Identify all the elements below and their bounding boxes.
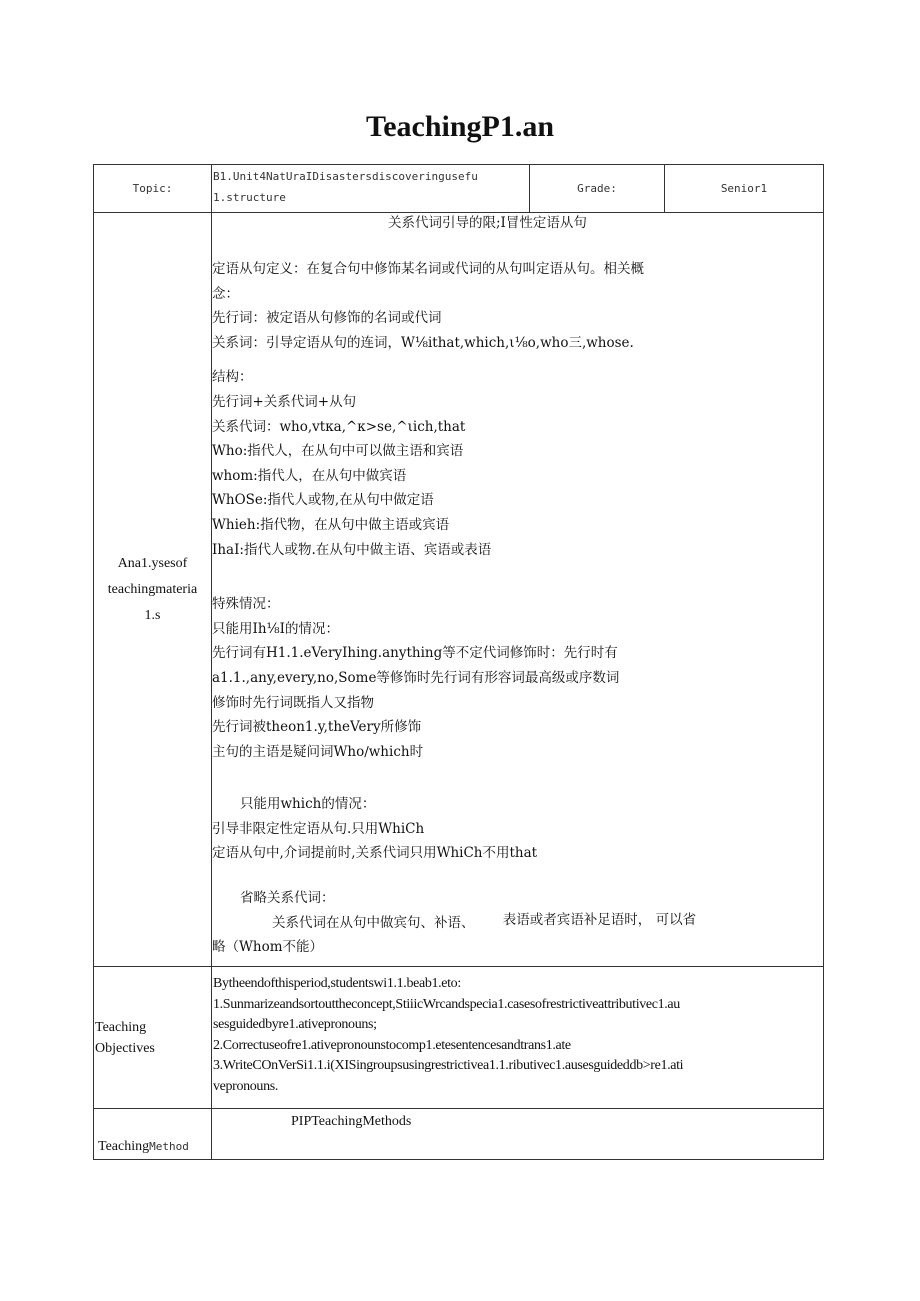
case-line-4: 先行词被theon1.y,theVery所修饰 [212,719,422,736]
objective-line-4: 2.Correctuseofre1.ativepronounstocomp1.etesentencesandtrans1.ate [213,1037,571,1053]
analysis-label-line-1: Ana1.ysesof [117,555,188,571]
teaching-plan-table [93,164,824,1160]
special-label: 特殊情况： [212,596,280,613]
topic-label: Topic: [94,165,212,213]
objectives-row [94,967,824,1109]
objective-line-1: Bytheendofthisperiod,studentswi1.1.beab1.eto: [213,976,461,991]
analysis-label-line-3: 1.s [144,607,161,623]
objectives-label [94,967,212,1109]
that-line: IhaI:指代人或物.在从句中做主语、宾语或表语 [212,541,492,558]
only-that-label: 只能用Ih⅛I的情况： [212,620,339,637]
definition-line-1: 定语从句定义：在复合句中修饰某名词或代词的从句叫定语从句。相关概 [212,261,644,277]
topic-line-1: B1.Unit4NatUraIDisastersdiscoveringusefu [213,170,478,183]
method-label-main: Teaching [98,1139,150,1154]
omit-line-2: 略（Whom不能） [212,939,323,956]
grade-value: Senior1 [665,165,824,213]
analysis-label [94,213,212,967]
structure-label: 结构： [212,369,253,386]
case-line-3: 修饰时先行词既指人又指物 [212,694,374,711]
method-label-small: Method [149,1140,189,1153]
omit-line-1 [212,911,823,936]
omit-line-1-part-b: 表语或者宾语补足语时， 可以省 [502,911,697,928]
antecedent-line: 先行词：被定语从句修饰的名词或代词 [212,310,442,327]
definition-line-2: 念： [212,285,239,302]
objective-line-5: 3.WriteCOnVerSi1.1.i(XISingroupsusingrestrictivea1.1.ributivec1.ausesguideddb>re1.ati [213,1058,684,1073]
analysis-heading: 关系代词引导的限;I冒性定语从句 [388,215,587,231]
analysis-content [212,213,824,967]
case-line-2: a1.1.,any,every,no,Some等修饰时先行词有形容词最高级或序数词 [212,669,620,686]
which-case-1: 引导非限定性定语从句.只用WhiCh [212,820,425,837]
case-line-1: 先行词有H1.1.eVeryIhing.anything等不定代词修饰时：先行时有 [212,645,618,662]
objective-line-2: 1.Sunmarizeandsortouttheconcept,StiiicWrcandspecia1.casesofrestrictiveattributivec1.au [213,996,680,1012]
omit-label: 省略关系代词： [240,890,335,907]
objectives-label-line-2: Objectives [95,1040,155,1056]
case-line-5: 主句的主语是疑问词Who∕which时 [212,743,424,760]
whom-line: whom:指代人，在从句中做宾语 [212,467,407,484]
objectives-content [212,967,824,1109]
objectives-label-line-1: Teaching [95,1019,147,1035]
which-case-2: 定语从句中,介词提前时,关系代词只用WhiCh不用that [212,845,538,862]
who-line: Who:指代人，在从句中可以做主语和宾语 [212,443,464,460]
page-title: TeachingP1.an [365,110,555,143]
grade-label: Grade: [530,165,665,213]
whose-line: WhOSe:指代人或物,在从句中做定语 [212,492,434,509]
analysis-row [94,213,824,967]
objective-line-3: sesguidedbyre1.ativepronouns; [213,1017,377,1032]
topic-value [212,165,530,213]
relative-line: 关系词：引导定语从句的连词，W⅛ithat,which,ι⅛o,who三,whose. [212,334,634,351]
topic-row [94,165,824,213]
omit-line-1-part-a: 关系代词在从句中做宾句、补语、 [272,914,475,931]
topic-line-2: 1.structure [213,191,286,204]
objective-line-6: vepronouns. [213,1078,278,1094]
only-which-label: 只能用which的情况： [240,796,376,813]
analysis-label-line-2: teachingmateria [107,581,198,597]
method-label [94,1109,212,1160]
method-value: PIPTeachingMethods [212,1109,824,1160]
which-line: Whieh:指代物，在从句中做主语或宾语 [212,516,450,533]
structure-line: 先行词+关系代词+从句 [212,393,357,410]
pronouns-line: 关系代词：who,vtка,^κ>se,^ιich,that [212,418,466,435]
method-row [94,1109,824,1160]
